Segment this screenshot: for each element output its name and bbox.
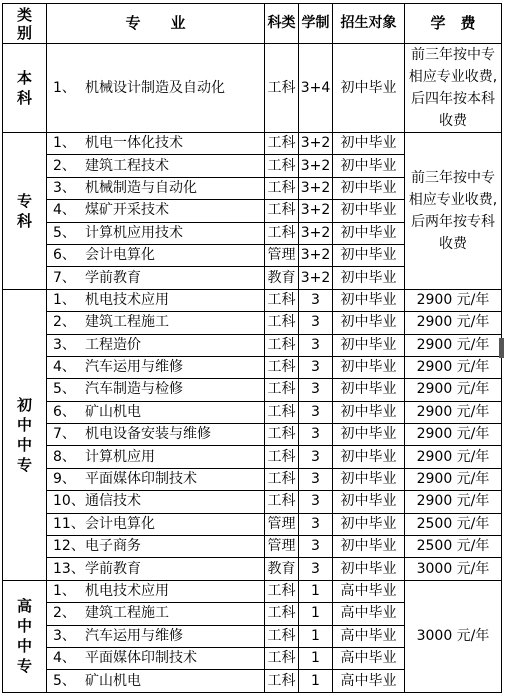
major-number: 2、 <box>53 157 76 174</box>
table-row <box>3 356 502 378</box>
target-cell: 初中毕业 <box>333 267 405 289</box>
major-name: 电子商务 <box>85 538 141 555</box>
major-cell <box>47 334 265 356</box>
major-name: 汽车制造与检修 <box>85 381 183 398</box>
major-cell <box>47 491 265 513</box>
major-number: 13、 <box>53 560 85 577</box>
table-row <box>3 446 502 468</box>
major-name: 机电技术应用 <box>85 583 169 599</box>
category-label: 初中中专 <box>17 395 33 474</box>
subject-cell: 教育 <box>265 558 299 580</box>
major-name: 计算机应用 <box>85 448 155 465</box>
duration-cell: 3 <box>299 334 333 356</box>
table-row <box>3 558 502 580</box>
major-number: 2、 <box>53 605 76 622</box>
target-cell: 高中毕业 <box>333 670 405 692</box>
subject-cell: 工科 <box>265 334 299 356</box>
table-row <box>3 468 502 490</box>
table-row <box>3 312 502 334</box>
target-cell: 初中毕业 <box>333 401 405 423</box>
major-number: 1、 <box>53 79 76 96</box>
subject-cell: 工科 <box>265 625 299 647</box>
target-cell: 初中毕业 <box>333 222 405 244</box>
major-name: 机械制造与自动化 <box>85 179 197 196</box>
major-cell <box>47 155 265 177</box>
duration-cell: 3+2 <box>299 200 333 222</box>
duration-cell: 3+2 <box>299 267 333 289</box>
header-target: 招生对象 <box>333 4 405 44</box>
target-cell: 初中毕业 <box>333 491 405 513</box>
target-cell: 初中毕业 <box>333 334 405 356</box>
category-cell <box>3 289 47 580</box>
subject-cell: 工科 <box>265 670 299 692</box>
table-row <box>3 424 502 446</box>
major-name: 平面媒体印制技术 <box>85 471 197 488</box>
fee-cell: 2900 元/年 <box>405 491 502 513</box>
scroll-marker <box>499 338 504 358</box>
target-cell: 初中毕业 <box>333 133 405 155</box>
major-number: 3、 <box>53 179 76 196</box>
major-number: 4、 <box>53 202 76 219</box>
header-duration: 学制 <box>299 4 333 44</box>
major-name: 汽车运用与维修 <box>85 627 183 644</box>
major-cell <box>47 267 265 289</box>
table-row <box>3 536 502 558</box>
major-name: 煤矿开采技术 <box>85 202 169 219</box>
major-number: 5、 <box>53 672 76 689</box>
major-cell <box>47 401 265 423</box>
header-subject: 科类 <box>265 4 299 44</box>
duration-cell: 1 <box>299 625 333 647</box>
major-number: 7、 <box>53 269 76 286</box>
duration-cell: 3+2 <box>299 244 333 266</box>
major-cell <box>47 133 265 155</box>
major-cell <box>47 424 265 446</box>
target-cell: 初中毕业 <box>333 312 405 334</box>
target-cell: 初中毕业 <box>333 468 405 490</box>
duration-cell: 3 <box>299 356 333 378</box>
major-number: 3、 <box>53 336 76 353</box>
target-cell: 高中毕业 <box>333 647 405 669</box>
duration-cell: 1 <box>299 580 333 602</box>
fee-cell: 2900 元/年 <box>405 379 502 401</box>
major-cell <box>47 536 265 558</box>
target-cell: 高中毕业 <box>333 580 405 602</box>
target-cell: 初中毕业 <box>333 177 405 199</box>
subject-cell: 工科 <box>265 603 299 625</box>
major-number: 10、 <box>53 493 85 510</box>
major-number: 9、 <box>53 471 76 488</box>
major-cell <box>47 580 265 602</box>
duration-cell: 3+2 <box>299 155 333 177</box>
major-name: 机电技术应用 <box>85 291 169 308</box>
target-cell: 初中毕业 <box>333 200 405 222</box>
fee-note-cell: 前三年按中专相应专业收费,后四年按本科收费 <box>405 44 502 133</box>
fee-cell: 2900 元/年 <box>405 312 502 334</box>
target-cell: 初中毕业 <box>333 289 405 311</box>
fee-note-cell: 3000 元/年 <box>405 580 502 692</box>
fee-cell: 3000 元/年 <box>405 558 502 580</box>
major-name: 建筑工程施工 <box>85 605 169 622</box>
major-number: 11、 <box>53 515 85 532</box>
major-cell <box>47 200 265 222</box>
duration-cell: 3 <box>299 446 333 468</box>
duration-cell: 3 <box>299 513 333 535</box>
enrollment-table <box>2 3 502 693</box>
major-cell <box>47 513 265 535</box>
target-cell: 初中毕业 <box>333 558 405 580</box>
table-row <box>3 580 502 602</box>
duration-cell: 1 <box>299 647 333 669</box>
category-cell <box>3 44 47 133</box>
major-number: 5、 <box>53 381 76 398</box>
major-number: 7、 <box>53 426 76 443</box>
subject-cell: 管理 <box>265 536 299 558</box>
major-number: 2、 <box>53 314 76 331</box>
fee-cell: 2900 元/年 <box>405 289 502 311</box>
major-cell <box>47 603 265 625</box>
header-major: 专 业 <box>47 4 265 44</box>
subject-cell: 工科 <box>265 424 299 446</box>
major-name: 建筑工程施工 <box>85 314 169 331</box>
subject-cell: 教育 <box>265 267 299 289</box>
duration-cell: 3+2 <box>299 177 333 199</box>
major-number: 6、 <box>53 247 76 264</box>
subject-cell: 工科 <box>265 401 299 423</box>
duration-cell: 3+4 <box>299 44 333 133</box>
duration-cell: 3 <box>299 379 333 401</box>
category-label: 专科 <box>17 191 33 230</box>
major-name: 通信技术 <box>85 493 141 510</box>
major-cell <box>47 177 265 199</box>
major-name: 平面媒体印制技术 <box>85 650 197 667</box>
subject-cell: 工科 <box>265 155 299 177</box>
header-category: 类别 <box>3 4 47 44</box>
target-cell: 高中毕业 <box>333 603 405 625</box>
major-cell <box>47 558 265 580</box>
fee-cell: 2900 元/年 <box>405 424 502 446</box>
major-name: 会计电算化 <box>85 247 155 264</box>
header-row <box>3 4 502 44</box>
target-cell: 初中毕业 <box>333 379 405 401</box>
duration-cell: 3 <box>299 558 333 580</box>
fee-cell: 2500 元/年 <box>405 536 502 558</box>
major-cell <box>47 312 265 334</box>
major-cell <box>47 222 265 244</box>
subject-cell: 工科 <box>265 379 299 401</box>
subject-cell: 工科 <box>265 222 299 244</box>
duration-cell: 3+2 <box>299 222 333 244</box>
major-number: 1、 <box>53 135 76 152</box>
major-number: 1、 <box>53 291 76 308</box>
fee-cell: 2500 元/年 <box>405 513 502 535</box>
major-cell <box>47 446 265 468</box>
target-cell: 初中毕业 <box>333 155 405 177</box>
subject-cell: 工科 <box>265 491 299 513</box>
subject-cell: 工科 <box>265 312 299 334</box>
subject-cell: 工科 <box>265 133 299 155</box>
duration-cell: 3 <box>299 491 333 513</box>
duration-cell: 3+2 <box>299 133 333 155</box>
table-row <box>3 289 502 311</box>
major-name: 机电一体化技术 <box>85 135 183 152</box>
target-cell: 初中毕业 <box>333 356 405 378</box>
major-name: 矿山机电 <box>85 403 141 420</box>
subject-cell: 工科 <box>265 200 299 222</box>
duration-cell: 3 <box>299 536 333 558</box>
major-name: 矿山机电 <box>85 672 141 689</box>
table-row <box>3 513 502 535</box>
major-number: 5、 <box>53 224 76 241</box>
target-cell: 高中毕业 <box>333 625 405 647</box>
table-row <box>3 44 502 133</box>
major-name: 计算机应用技术 <box>85 224 183 241</box>
table-row <box>3 401 502 423</box>
major-number: 4、 <box>53 650 76 667</box>
major-cell <box>47 44 265 133</box>
subject-cell: 管理 <box>265 244 299 266</box>
category-cell <box>3 133 47 290</box>
subject-cell: 工科 <box>265 647 299 669</box>
target-cell: 初中毕业 <box>333 446 405 468</box>
category-label: 高中中专 <box>17 597 33 676</box>
major-cell <box>47 670 265 692</box>
duration-cell: 1 <box>299 670 333 692</box>
duration-cell: 1 <box>299 603 333 625</box>
category-label: 本科 <box>17 69 33 107</box>
major-cell <box>47 356 265 378</box>
major-name: 建筑工程技术 <box>85 157 169 174</box>
major-name: 汽车运用与维修 <box>85 359 183 376</box>
major-cell <box>47 244 265 266</box>
subject-cell: 工科 <box>265 177 299 199</box>
major-name: 机电设备安装与维修 <box>85 426 211 443</box>
major-name: 机械设计制造及自动化 <box>85 79 225 96</box>
category-cell <box>3 580 47 692</box>
subject-cell: 工科 <box>265 580 299 602</box>
subject-cell: 工科 <box>265 44 299 133</box>
table-row <box>3 334 502 356</box>
target-cell: 初中毕业 <box>333 536 405 558</box>
major-name: 学前教育 <box>85 560 141 577</box>
fee-cell: 2900 元/年 <box>405 446 502 468</box>
major-number: 4、 <box>53 359 76 376</box>
duration-cell: 3 <box>299 289 333 311</box>
fee-note-cell: 前三年按中专相应专业收费,后两年按专科收费 <box>405 133 502 290</box>
target-cell: 初中毕业 <box>333 244 405 266</box>
major-number: 6、 <box>53 403 76 420</box>
fee-cell: 2900 元/年 <box>405 468 502 490</box>
subject-cell: 工科 <box>265 356 299 378</box>
duration-cell: 3 <box>299 312 333 334</box>
table-row <box>3 133 502 155</box>
table-row <box>3 379 502 401</box>
fee-cell: 2900 元/年 <box>405 401 502 423</box>
target-cell: 初中毕业 <box>333 513 405 535</box>
major-number: 12、 <box>53 538 85 555</box>
major-number: 3、 <box>53 627 76 644</box>
duration-cell: 3 <box>299 468 333 490</box>
major-cell <box>47 289 265 311</box>
duration-cell: 3 <box>299 401 333 423</box>
subject-cell: 工科 <box>265 468 299 490</box>
major-number: 8、 <box>53 448 76 465</box>
fee-cell: 2900 元/年 <box>405 356 502 378</box>
header-fee: 学 费 <box>405 4 502 44</box>
major-name: 会计电算化 <box>85 515 155 532</box>
major-cell <box>47 625 265 647</box>
subject-cell: 工科 <box>265 289 299 311</box>
table-row <box>3 491 502 513</box>
subject-cell: 工科 <box>265 446 299 468</box>
fee-cell: 2900 元/年 <box>405 334 502 356</box>
target-cell: 初中毕业 <box>333 44 405 133</box>
target-cell: 初中毕业 <box>333 424 405 446</box>
major-name: 工程造价 <box>85 336 141 353</box>
duration-cell: 3 <box>299 424 333 446</box>
major-cell <box>47 647 265 669</box>
major-name: 学前教育 <box>85 269 141 286</box>
subject-cell: 管理 <box>265 513 299 535</box>
major-cell <box>47 379 265 401</box>
major-cell <box>47 468 265 490</box>
major-number: 1、 <box>53 583 76 599</box>
